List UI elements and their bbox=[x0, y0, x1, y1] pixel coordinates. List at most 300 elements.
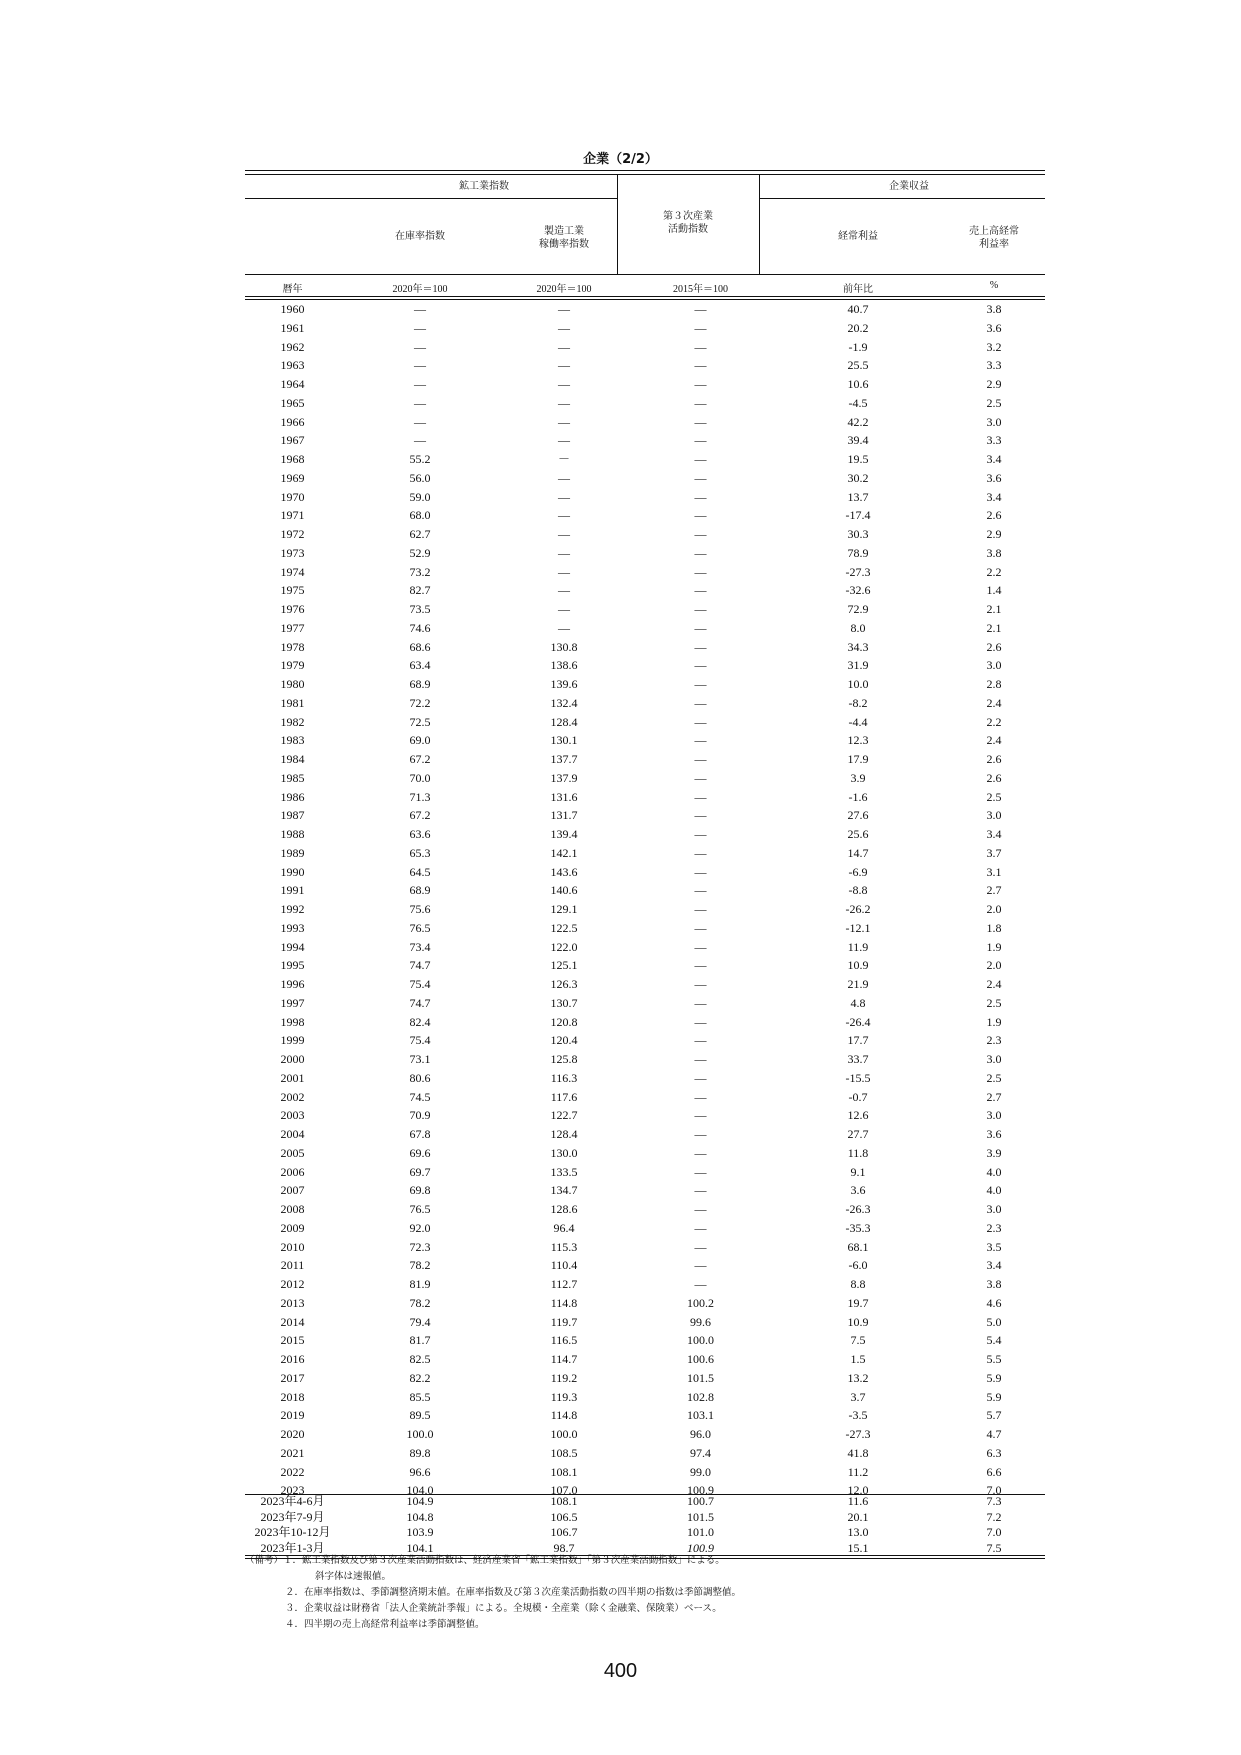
cell-profit-ratio: 3.8 bbox=[986, 1277, 1002, 1291]
cell-inventory-ratio: 89.5 bbox=[409, 1408, 431, 1423]
cell-capacity-utilization: — bbox=[558, 377, 570, 391]
cell-inventory-ratio: 82.5 bbox=[409, 1352, 431, 1366]
cell-ordinary-profit: 39.4 bbox=[847, 433, 869, 448]
cell-inventory-ratio: 85.5 bbox=[409, 1389, 431, 1404]
cell-profit-ratio: 2.5 bbox=[986, 789, 1002, 804]
cell-ordinary-profit: 42.2 bbox=[847, 414, 869, 429]
table-row bbox=[245, 1369, 1045, 1388]
cell-ordinary-profit: -35.3 bbox=[845, 1220, 871, 1235]
cell-profit-ratio: 3.0 bbox=[986, 808, 1002, 823]
cell-year: 2023年1-3月 bbox=[260, 1540, 325, 1555]
cell-ordinary-profit: 3.9 bbox=[850, 770, 866, 785]
cell-year: 1988 bbox=[280, 827, 305, 841]
cell-ordinary-profit: -3.5 bbox=[848, 1408, 868, 1423]
cell-tertiary-activity: — bbox=[694, 1164, 707, 1179]
cell-profit-ratio: 2.6 bbox=[986, 639, 1002, 654]
cell-capacity-utilization: 130.8 bbox=[550, 639, 578, 654]
table-row bbox=[245, 300, 1045, 319]
cell-ordinary-profit: -8.8 bbox=[848, 883, 868, 898]
cell-inventory-ratio: 71.3 bbox=[409, 789, 431, 804]
cell-ordinary-profit: -0.7 bbox=[848, 1089, 868, 1104]
cell-ordinary-profit: -15.5 bbox=[845, 1070, 871, 1085]
cell-ordinary-profit: -32.6 bbox=[845, 583, 871, 598]
cell-inventory-ratio: 76.5 bbox=[409, 1202, 431, 1216]
cell-profit-ratio: 2.5 bbox=[986, 395, 1002, 410]
cell-capacity-utilization: 143.6 bbox=[550, 864, 578, 879]
cell-year: 2013 bbox=[280, 1295, 305, 1310]
cell-year: 1971 bbox=[280, 508, 305, 523]
cell-tertiary-activity: — bbox=[694, 339, 707, 354]
cell-year: 2023年7-9月 bbox=[260, 1509, 325, 1524]
cell-tertiary-activity: 100.0 bbox=[687, 1333, 714, 1348]
cell-tertiary-activity: — bbox=[694, 1258, 707, 1273]
cell-year: 1977 bbox=[280, 620, 305, 635]
table-row bbox=[245, 1069, 1045, 1088]
cell-capacity-utilization: 137.9 bbox=[550, 770, 578, 785]
cell-profit-ratio: 2.4 bbox=[986, 695, 1002, 710]
cell-inventory-ratio: 104.1 bbox=[406, 1540, 434, 1555]
cell-tertiary-activity: — bbox=[694, 752, 707, 766]
cell-inventory-ratio: — bbox=[414, 433, 426, 448]
cell-year: 1966 bbox=[280, 414, 305, 429]
cell-year: 1987 bbox=[280, 808, 305, 823]
table-row bbox=[245, 900, 1045, 919]
cell-profit-ratio: 2.3 bbox=[986, 1033, 1002, 1048]
cell-year: 1969 bbox=[280, 470, 305, 485]
cell-inventory-ratio: 68.9 bbox=[409, 883, 431, 898]
cell-ordinary-profit: 78.9 bbox=[847, 545, 869, 560]
cell-capacity-utilization: — bbox=[558, 470, 570, 485]
cell-year: 1993 bbox=[280, 920, 305, 935]
cell-ordinary-profit: -1.6 bbox=[848, 789, 868, 804]
cell-inventory-ratio: — bbox=[414, 339, 426, 354]
table-row bbox=[245, 356, 1045, 375]
cell-profit-ratio: 2.0 bbox=[986, 958, 1002, 973]
table-row bbox=[245, 1050, 1045, 1069]
cell-ordinary-profit: 13.2 bbox=[847, 1370, 869, 1385]
cell-capacity-utilization: 119.3 bbox=[550, 1389, 578, 1404]
cell-capacity-utilization: 114.7 bbox=[550, 1352, 578, 1366]
cell-capacity-utilization: 122.5 bbox=[550, 920, 578, 935]
cell-capacity-utilization: 110.4 bbox=[550, 1258, 578, 1273]
cell-year: 1964 bbox=[280, 377, 305, 391]
header-group-mining: 鉱工業指数 bbox=[459, 181, 509, 192]
table-row bbox=[245, 1106, 1045, 1125]
cell-tertiary-activity: — bbox=[694, 1239, 707, 1254]
table-row bbox=[245, 675, 1045, 694]
cell-inventory-ratio: 63.6 bbox=[409, 827, 431, 841]
cell-inventory-ratio: 52.9 bbox=[409, 545, 431, 560]
cell-tertiary-activity: — bbox=[694, 977, 707, 991]
table-row bbox=[245, 469, 1045, 488]
table-row bbox=[245, 1425, 1045, 1444]
cell-profit-ratio: 3.3 bbox=[986, 358, 1002, 373]
table-row bbox=[245, 788, 1045, 807]
cell-ordinary-profit: 9.1 bbox=[850, 1164, 866, 1179]
cell-ordinary-profit: 20.2 bbox=[847, 320, 869, 335]
table-row bbox=[245, 394, 1045, 413]
table-row bbox=[245, 1463, 1045, 1482]
table-row bbox=[245, 1275, 1045, 1294]
cell-inventory-ratio: 89.8 bbox=[409, 1445, 431, 1460]
table-row bbox=[245, 863, 1045, 882]
cell-ordinary-profit: 68.1 bbox=[847, 1239, 869, 1254]
cell-profit-ratio: 4.7 bbox=[986, 1427, 1002, 1441]
note-line: 斜字体は速報値。 bbox=[315, 1571, 392, 1582]
unit-inventory-ratio: 2020年＝100 bbox=[392, 284, 448, 295]
table-row bbox=[245, 1388, 1045, 1407]
unit-ordinary-profit: 前年比 bbox=[843, 284, 873, 295]
cell-profit-ratio: 3.3 bbox=[986, 433, 1002, 448]
cell-profit-ratio: 2.7 bbox=[986, 883, 1002, 898]
cell-capacity-utilization: — bbox=[558, 583, 570, 598]
cell-profit-ratio: 3.0 bbox=[986, 1202, 1002, 1216]
cell-tertiary-activity: 96.0 bbox=[690, 1427, 711, 1441]
cell-capacity-utilization: － bbox=[557, 452, 570, 466]
cell-tertiary-activity: 101.5 bbox=[687, 1509, 714, 1524]
cell-profit-ratio: 3.2 bbox=[986, 339, 1002, 354]
cell-year: 2017 bbox=[280, 1370, 305, 1385]
table-row bbox=[245, 1181, 1045, 1200]
cell-capacity-utilization: — bbox=[558, 395, 570, 410]
cell-year: 2011 bbox=[280, 1258, 305, 1273]
cell-year: 1979 bbox=[280, 658, 305, 673]
table-row bbox=[245, 600, 1045, 619]
cell-tertiary-activity: 97.4 bbox=[690, 1445, 711, 1460]
cell-ordinary-profit: 3.6 bbox=[850, 1183, 866, 1198]
cell-tertiary-activity: — bbox=[694, 1277, 707, 1291]
table-row bbox=[245, 1031, 1045, 1050]
table-row bbox=[245, 694, 1045, 713]
header-bottom-rule bbox=[245, 274, 1045, 275]
cell-tertiary-activity: — bbox=[694, 1145, 707, 1160]
cell-profit-ratio: 5.4 bbox=[986, 1333, 1002, 1348]
cell-inventory-ratio: 82.7 bbox=[409, 583, 431, 598]
cell-profit-ratio: 5.5 bbox=[986, 1352, 1002, 1366]
cell-ordinary-profit: 11.2 bbox=[847, 1464, 869, 1479]
cell-year: 2006 bbox=[280, 1164, 305, 1179]
cell-tertiary-activity: 100.7 bbox=[687, 1494, 714, 1508]
cell-profit-ratio: 4.0 bbox=[986, 1164, 1002, 1179]
cell-ordinary-profit: 20.1 bbox=[847, 1509, 869, 1524]
header-tertiary-activity: 第３次産業 活動指数 bbox=[663, 211, 713, 235]
cell-year: 1990 bbox=[280, 864, 305, 879]
cell-year: 1982 bbox=[280, 714, 305, 729]
cell-profit-ratio: 1.9 bbox=[986, 1014, 1002, 1029]
cell-ordinary-profit: 1.5 bbox=[850, 1352, 866, 1366]
table-top-rule-2 bbox=[245, 174, 1045, 175]
cell-tertiary-activity: — bbox=[694, 958, 707, 973]
cell-year: 1989 bbox=[280, 845, 305, 860]
table-row bbox=[245, 1406, 1045, 1425]
cell-capacity-utilization: 140.6 bbox=[550, 883, 578, 898]
cell-inventory-ratio: 96.6 bbox=[409, 1464, 431, 1479]
cell-capacity-utilization: — bbox=[558, 545, 570, 560]
cell-inventory-ratio: 65.3 bbox=[409, 845, 431, 860]
cell-capacity-utilization: — bbox=[558, 489, 570, 504]
cell-tertiary-activity: — bbox=[694, 470, 707, 485]
cell-ordinary-profit: 4.8 bbox=[850, 995, 866, 1010]
cell-profit-ratio: 3.4 bbox=[986, 827, 1002, 841]
cell-inventory-ratio: 56.0 bbox=[409, 470, 431, 485]
table-row bbox=[245, 1144, 1045, 1163]
cell-capacity-utilization: 119.7 bbox=[550, 1314, 578, 1329]
cell-inventory-ratio: 74.5 bbox=[409, 1089, 431, 1104]
cell-tertiary-activity: — bbox=[694, 377, 707, 391]
cell-capacity-utilization: 133.5 bbox=[550, 1164, 578, 1179]
cell-profit-ratio: 5.9 bbox=[986, 1370, 1002, 1385]
note-line: ３．企業収益は財務省「法人企業統計季報」による。全規模・全産業（除く金融業、保険業）ベース。 bbox=[285, 1603, 722, 1614]
table-row bbox=[245, 1013, 1045, 1032]
cell-inventory-ratio: 69.6 bbox=[409, 1145, 431, 1160]
table-row bbox=[245, 806, 1045, 825]
cell-inventory-ratio: 100.0 bbox=[406, 1427, 434, 1441]
cell-ordinary-profit: 40.7 bbox=[847, 302, 869, 316]
cell-ordinary-profit: 30.3 bbox=[847, 527, 869, 541]
cell-ordinary-profit: 10.0 bbox=[847, 677, 869, 691]
cell-tertiary-activity: — bbox=[694, 302, 707, 316]
cell-profit-ratio: 5.0 bbox=[986, 1314, 1002, 1329]
cell-year: 1976 bbox=[280, 602, 305, 616]
cell-inventory-ratio: 67.8 bbox=[409, 1127, 431, 1141]
table-row bbox=[245, 825, 1045, 844]
cell-inventory-ratio: 80.6 bbox=[409, 1070, 431, 1085]
cell-capacity-utilization: — bbox=[558, 358, 570, 373]
cell-inventory-ratio: 63.4 bbox=[409, 658, 431, 673]
cell-ordinary-profit: 33.7 bbox=[847, 1052, 869, 1066]
table-row bbox=[245, 450, 1045, 469]
cell-tertiary-activity: — bbox=[694, 320, 707, 335]
cell-inventory-ratio: 74.7 bbox=[409, 958, 431, 973]
cell-profit-ratio: 7.0 bbox=[986, 1525, 1002, 1539]
cell-capacity-utilization: — bbox=[558, 602, 570, 616]
cell-year: 1981 bbox=[280, 695, 305, 710]
cell-year: 2020 bbox=[280, 1427, 305, 1441]
cell-year: 2012 bbox=[280, 1277, 305, 1291]
cell-ordinary-profit: 12.3 bbox=[847, 733, 869, 748]
cell-tertiary-activity: — bbox=[694, 920, 707, 935]
table-row bbox=[245, 413, 1045, 432]
cell-capacity-utilization: 130.0 bbox=[550, 1145, 578, 1160]
table-row bbox=[245, 956, 1045, 975]
cell-capacity-utilization: 112.7 bbox=[550, 1277, 578, 1291]
cell-year: 2021 bbox=[280, 1445, 305, 1460]
cell-year: 1961 bbox=[280, 320, 305, 335]
units-rule-1 bbox=[245, 296, 1045, 297]
tertiary-right-border bbox=[759, 174, 760, 274]
cell-profit-ratio: 2.1 bbox=[986, 602, 1002, 616]
cell-capacity-utilization: 132.4 bbox=[550, 695, 578, 710]
cell-capacity-utilization: 106.5 bbox=[550, 1509, 578, 1524]
cell-ordinary-profit: 8.0 bbox=[850, 620, 866, 635]
table-row bbox=[245, 750, 1045, 769]
cell-capacity-utilization: — bbox=[558, 339, 570, 354]
cell-ordinary-profit: -6.9 bbox=[848, 864, 868, 879]
cell-ordinary-profit: 10.6 bbox=[847, 377, 869, 391]
cell-year: 2007 bbox=[280, 1183, 305, 1198]
cell-inventory-ratio: 67.2 bbox=[409, 808, 431, 823]
cell-profit-ratio: 4.0 bbox=[986, 1183, 1002, 1198]
cell-capacity-utilization: 120.4 bbox=[550, 1033, 578, 1048]
table-top-rule bbox=[245, 170, 1045, 171]
cell-profit-ratio: 7.3 bbox=[986, 1494, 1002, 1508]
cell-capacity-utilization: 128.4 bbox=[550, 1127, 578, 1141]
table-row bbox=[245, 1350, 1045, 1369]
cell-tertiary-activity: — bbox=[694, 433, 707, 448]
cell-capacity-utilization: 139.4 bbox=[550, 827, 578, 841]
cell-ordinary-profit: 25.5 bbox=[847, 358, 869, 373]
cell-capacity-utilization: — bbox=[558, 433, 570, 448]
cell-profit-ratio: 3.8 bbox=[986, 545, 1002, 560]
cell-tertiary-activity: — bbox=[694, 789, 707, 804]
cell-ordinary-profit: -1.9 bbox=[848, 339, 868, 354]
cell-tertiary-activity: — bbox=[694, 1089, 707, 1104]
cell-ordinary-profit: 27.7 bbox=[847, 1127, 869, 1141]
cell-inventory-ratio: 69.7 bbox=[409, 1164, 431, 1179]
quarter-row bbox=[245, 1494, 1045, 1510]
cell-capacity-utilization: 126.3 bbox=[550, 977, 578, 991]
cell-year: 2000 bbox=[280, 1052, 305, 1066]
cell-tertiary-activity: — bbox=[694, 414, 707, 429]
cell-year: 1996 bbox=[280, 977, 305, 991]
cell-tertiary-activity: — bbox=[694, 714, 707, 729]
cell-profit-ratio: 2.6 bbox=[986, 770, 1002, 785]
cell-year: 2005 bbox=[280, 1145, 305, 1160]
cell-tertiary-activity: — bbox=[694, 583, 707, 598]
table-row bbox=[245, 1294, 1045, 1313]
table-row bbox=[245, 844, 1045, 863]
cell-capacity-utilization: 137.7 bbox=[550, 752, 578, 766]
cell-capacity-utilization: 130.7 bbox=[550, 995, 578, 1010]
cell-inventory-ratio: 68.9 bbox=[409, 677, 431, 691]
cell-inventory-ratio: 75.4 bbox=[409, 1033, 431, 1048]
unit-profit-ratio: % bbox=[989, 280, 999, 291]
cell-profit-ratio: 2.2 bbox=[986, 714, 1002, 729]
cell-year: 2004 bbox=[280, 1127, 305, 1141]
cell-profit-ratio: 3.0 bbox=[986, 1108, 1002, 1123]
cell-tertiary-activity: — bbox=[694, 902, 707, 916]
table-row bbox=[245, 769, 1045, 788]
unit-tertiary: 2015年＝100 bbox=[673, 284, 728, 295]
cell-tertiary-activity: — bbox=[694, 452, 707, 466]
table-row bbox=[245, 1331, 1045, 1350]
cell-capacity-utilization: 122.0 bbox=[550, 939, 578, 954]
cell-profit-ratio: 2.9 bbox=[986, 527, 1002, 541]
cell-ordinary-profit: -27.3 bbox=[845, 564, 871, 579]
cell-ordinary-profit: 11.9 bbox=[847, 939, 869, 954]
cell-ordinary-profit: -6.0 bbox=[848, 1258, 868, 1273]
cell-profit-ratio: 7.5 bbox=[986, 1540, 1002, 1555]
cell-tertiary-activity: 100.9 bbox=[687, 1540, 714, 1555]
cell-year: 1972 bbox=[280, 527, 305, 541]
cell-capacity-utilization: 108.1 bbox=[550, 1464, 578, 1479]
cell-ordinary-profit: 31.9 bbox=[847, 658, 869, 673]
cell-capacity-utilization: 108.1 bbox=[550, 1494, 578, 1508]
cell-inventory-ratio: 78.2 bbox=[409, 1258, 431, 1273]
cell-inventory-ratio: 68.6 bbox=[409, 639, 431, 654]
cell-year: 2016 bbox=[280, 1352, 305, 1366]
cell-profit-ratio: 2.3 bbox=[986, 1220, 1002, 1235]
cell-tertiary-activity: — bbox=[694, 827, 707, 841]
cell-year: 1967 bbox=[280, 433, 305, 448]
cell-tertiary-activity: — bbox=[694, 695, 707, 710]
cell-capacity-utilization: 130.1 bbox=[550, 733, 578, 748]
cell-inventory-ratio: 81.7 bbox=[409, 1333, 431, 1348]
cell-capacity-utilization: 106.7 bbox=[550, 1525, 578, 1539]
cell-tertiary-activity: — bbox=[694, 845, 707, 860]
header-profit-ratio: 売上高経常 利益率 bbox=[969, 226, 1019, 250]
cell-year: 2001 bbox=[280, 1070, 305, 1085]
cell-ordinary-profit: 10.9 bbox=[847, 958, 869, 973]
cell-ordinary-profit: 41.8 bbox=[847, 1445, 869, 1460]
cell-tertiary-activity: — bbox=[694, 864, 707, 879]
cell-capacity-utilization: 122.7 bbox=[550, 1108, 578, 1123]
table-row bbox=[245, 1163, 1045, 1182]
cell-inventory-ratio: 73.1 bbox=[409, 1052, 431, 1066]
cell-inventory-ratio: — bbox=[414, 320, 426, 335]
header-group-rule-left bbox=[245, 198, 617, 199]
cell-profit-ratio: 3.4 bbox=[986, 489, 1002, 504]
cell-ordinary-profit: -17.4 bbox=[845, 508, 871, 523]
cell-inventory-ratio: 67.2 bbox=[409, 752, 431, 766]
table-row bbox=[245, 881, 1045, 900]
cell-inventory-ratio: 72.3 bbox=[409, 1239, 431, 1254]
cell-tertiary-activity: — bbox=[694, 527, 707, 541]
cell-tertiary-activity: — bbox=[694, 1127, 707, 1141]
unit-year: 暦年 bbox=[282, 284, 303, 295]
cell-inventory-ratio: 72.2 bbox=[409, 695, 431, 710]
cell-tertiary-activity: 101.0 bbox=[687, 1525, 714, 1539]
cell-year: 1980 bbox=[280, 677, 305, 691]
cell-ordinary-profit: 34.3 bbox=[847, 639, 869, 654]
cell-ordinary-profit: 13.0 bbox=[847, 1525, 869, 1539]
cell-profit-ratio: 5.9 bbox=[986, 1389, 1002, 1404]
table-row bbox=[245, 581, 1045, 600]
cell-inventory-ratio: 82.2 bbox=[409, 1370, 431, 1385]
cell-ordinary-profit: 11.8 bbox=[847, 1145, 869, 1160]
cell-tertiary-activity: — bbox=[694, 1033, 707, 1048]
cell-capacity-utilization: 131.6 bbox=[550, 789, 578, 804]
cell-tertiary-activity: — bbox=[694, 1220, 707, 1235]
cell-profit-ratio: 2.4 bbox=[986, 977, 1002, 991]
cell-capacity-utilization: 117.6 bbox=[550, 1089, 578, 1104]
cell-ordinary-profit: 14.7 bbox=[847, 845, 869, 860]
cell-tertiary-activity: — bbox=[694, 677, 707, 691]
cell-profit-ratio: 3.6 bbox=[986, 470, 1002, 485]
cell-inventory-ratio: 74.7 bbox=[409, 995, 431, 1010]
table-row bbox=[245, 938, 1045, 957]
cell-tertiary-activity: — bbox=[694, 564, 707, 579]
cell-capacity-utilization: 128.6 bbox=[550, 1202, 578, 1216]
cell-capacity-utilization: 114.8 bbox=[550, 1295, 578, 1310]
quarter-row bbox=[245, 1510, 1045, 1526]
cell-ordinary-profit: -27.3 bbox=[845, 1427, 871, 1441]
cell-capacity-utilization: 128.4 bbox=[550, 714, 578, 729]
cell-inventory-ratio: 64.5 bbox=[409, 864, 431, 879]
quarter-row bbox=[245, 1525, 1045, 1541]
table-row bbox=[245, 563, 1045, 582]
table-row bbox=[245, 919, 1045, 938]
cell-inventory-ratio: 104.8 bbox=[406, 1509, 434, 1524]
cell-tertiary-activity: 100.6 bbox=[687, 1352, 714, 1366]
cell-year: 1991 bbox=[280, 883, 305, 898]
cell-inventory-ratio: — bbox=[414, 414, 426, 429]
cell-capacity-utilization: 139.6 bbox=[550, 677, 578, 691]
cell-capacity-utilization: 129.1 bbox=[550, 902, 578, 916]
cell-year: 2023 bbox=[280, 1483, 305, 1498]
cell-inventory-ratio: — bbox=[414, 358, 426, 373]
cell-profit-ratio: 6.3 bbox=[986, 1445, 1002, 1460]
